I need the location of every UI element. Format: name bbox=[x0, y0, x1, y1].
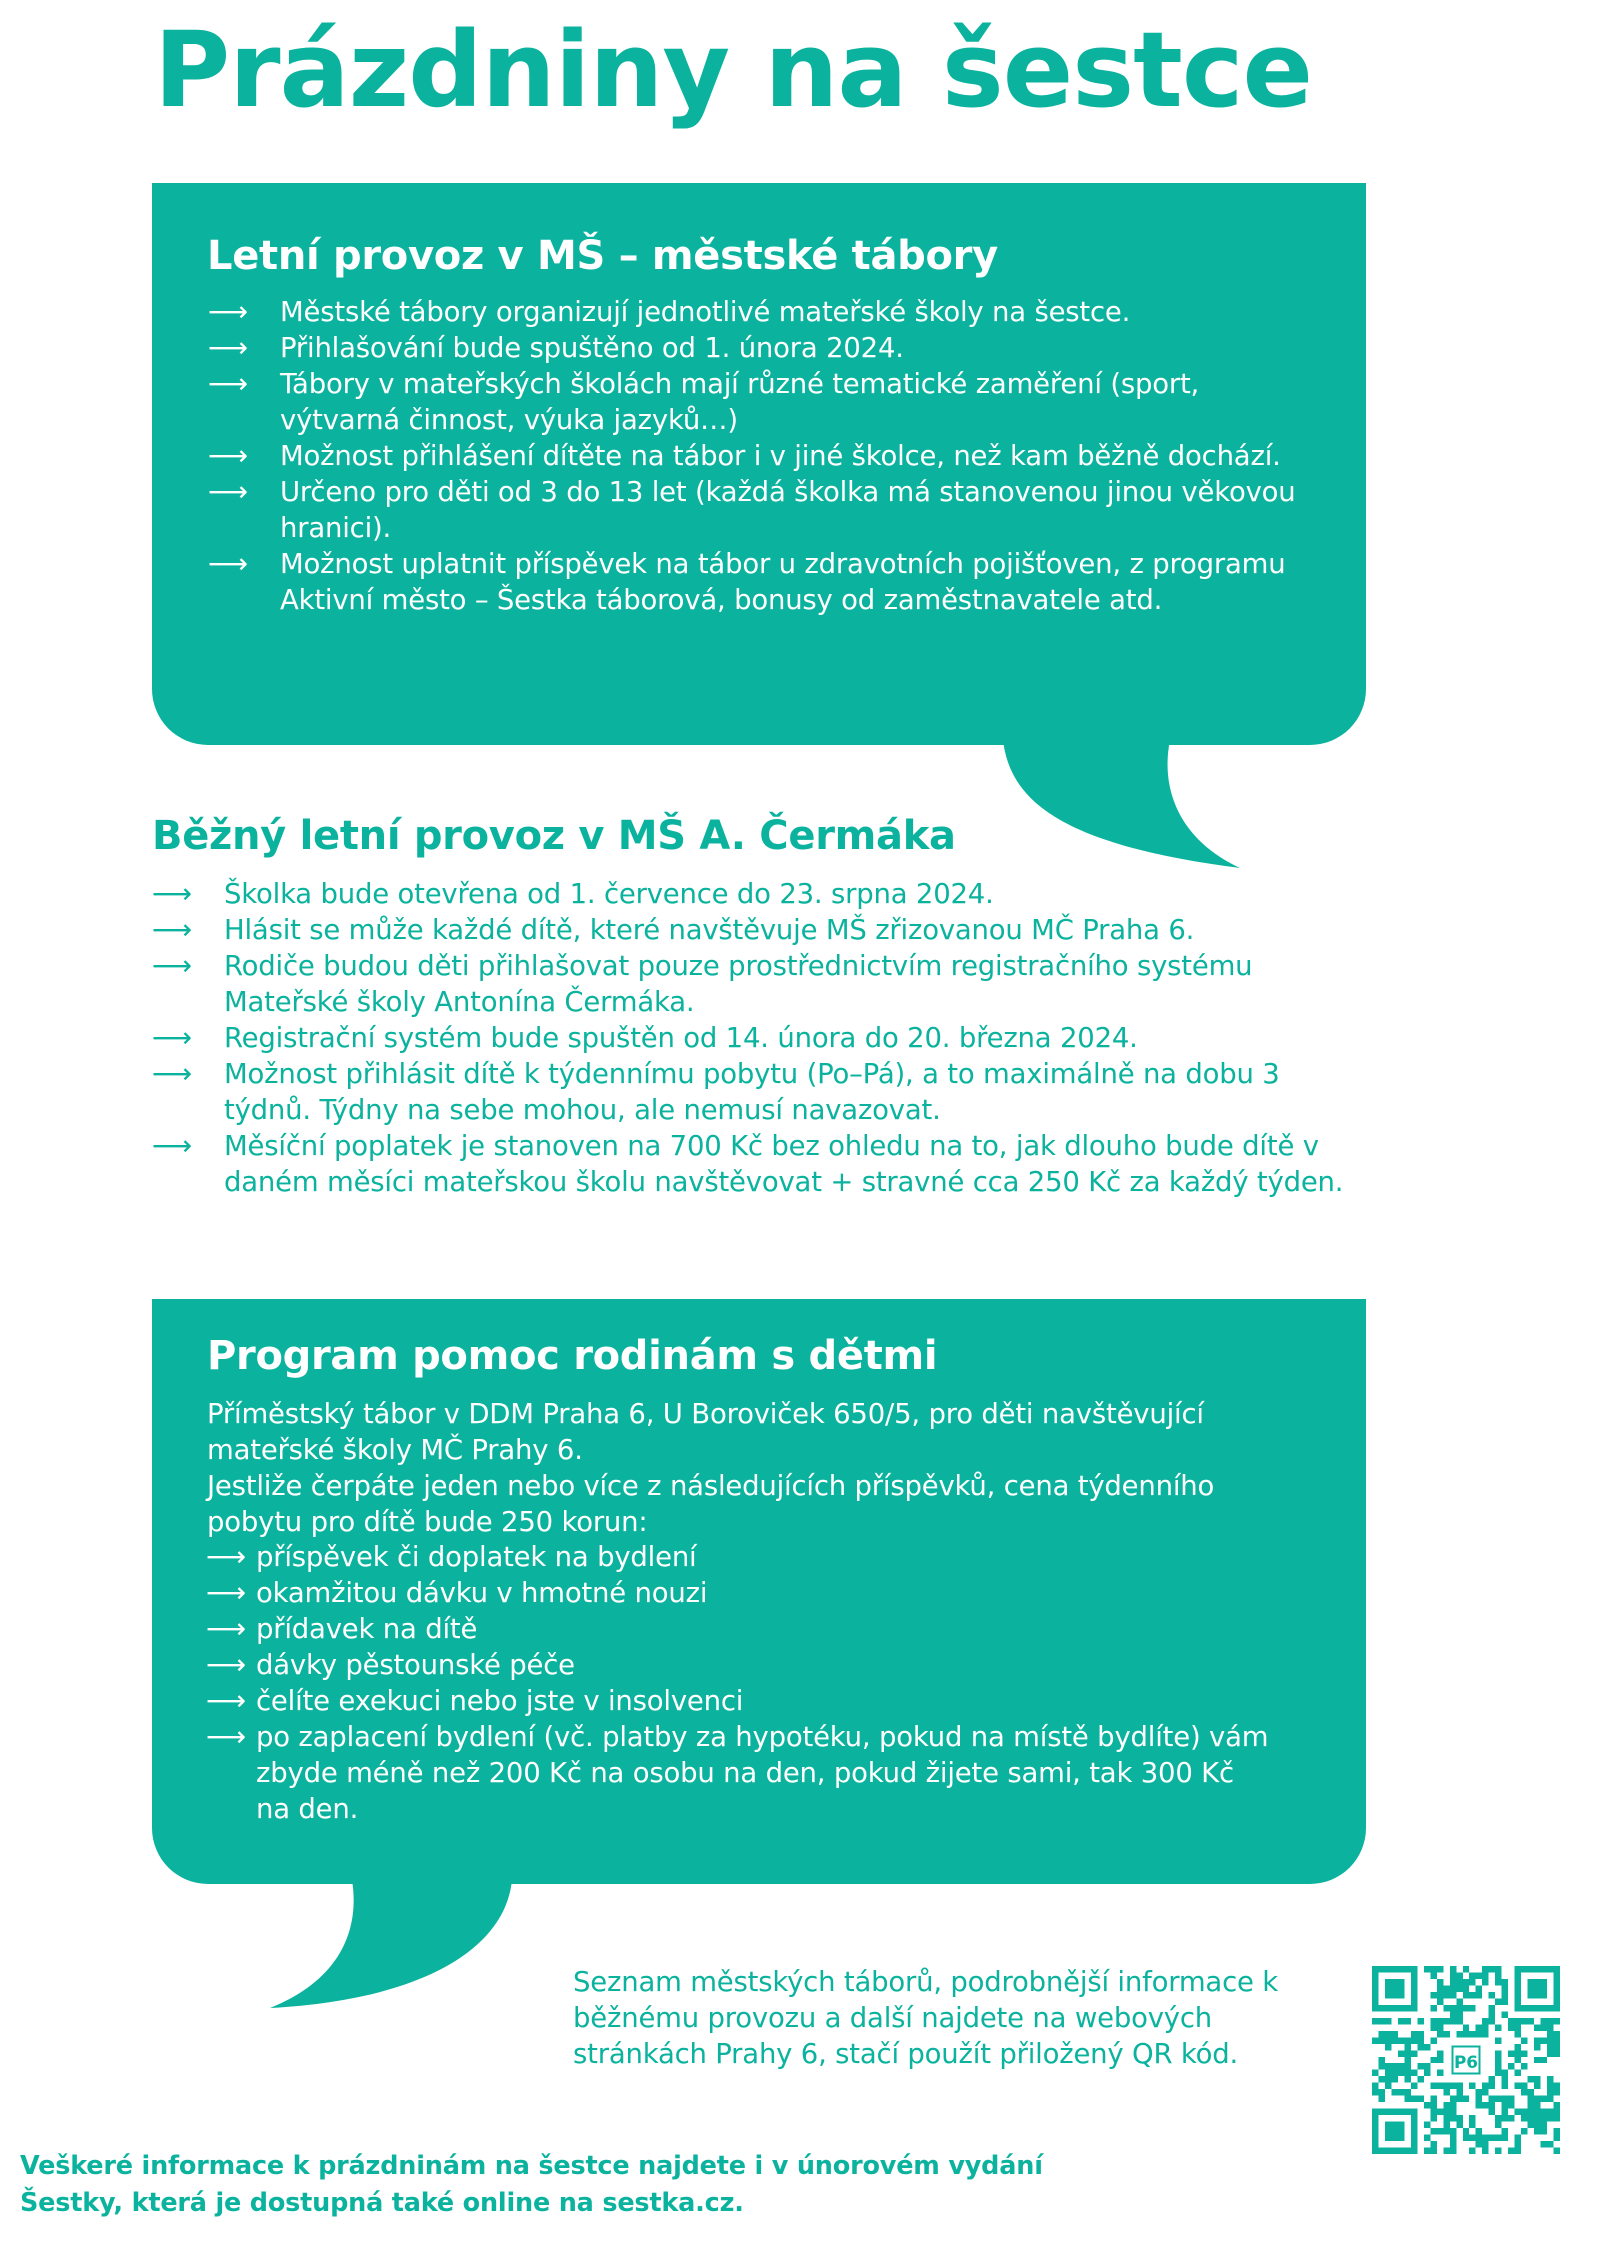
list-item: ⟶ Školka bude otevřena od 1. července do 23. srpna 2024. bbox=[152, 877, 994, 910]
summer-camps-list bbox=[208, 294, 1320, 618]
section-heading-family-program: Program pomoc rodinám s dětmi bbox=[207, 1333, 938, 1379]
section-heading-summer-camps: Letní provoz v MŠ – městské tábory bbox=[207, 233, 998, 279]
list-item: ⟶ po zaplacení bydlení (vč. platby za hypotéku, pokud na místě bydlíte) vám zbyde méně než 200 Kč na osobu na den, pokud žijete sami, tak 300 Kč na den. bbox=[206, 1720, 1269, 1825]
arrow-right-icon: ⟶ bbox=[152, 949, 192, 982]
page-title: Prázdniny na šestce bbox=[154, 9, 1313, 131]
list-item: ⟶ Měsíční poplatek je stanoven na 700 Kč bez ohledu na to, jak dlouho bude dítě v daném měsíci mateřskou školu navštěvovat + stravné cca 250 Kč za každý týden. bbox=[152, 1129, 1344, 1198]
list-item: ⟶ přídavek na dítě bbox=[206, 1612, 478, 1645]
arrow-right-icon: ⟶ bbox=[208, 367, 248, 400]
list-item: ⟶ Tábory v mateřských školách mají různé tematické zaměření (sport, výtvarná činnost, výuka jazyků…) bbox=[208, 367, 1200, 436]
list-item: ⟶ Možnost přihlášení dítěte na tábor i v jiné školce, než kam běžně dochází. bbox=[208, 439, 1281, 472]
list-item: ⟶ Hlásit se může každé dítě, které navštěvuje MŠ zřizovanou MČ Praha 6. bbox=[152, 913, 1195, 946]
bottom-info-text: Veškeré informace k prázdninám na šestce najdete i v únorovém vydání Šestky, která je dostupná také online na sestka.cz. bbox=[20, 2151, 1043, 2218]
arrow-right-icon: ⟶ bbox=[206, 1576, 246, 1609]
arrow-right-icon: ⟶ bbox=[152, 1021, 192, 1054]
arrow-right-icon: ⟶ bbox=[206, 1540, 246, 1573]
list-item: ⟶ Rodiče budou děti přihlašovat pouze prostřednictvím registračního systému Mateřské školy Antonína Čermáka. bbox=[152, 949, 1253, 1018]
arrow-right-icon: ⟶ bbox=[208, 295, 248, 328]
arrow-right-icon: ⟶ bbox=[206, 1612, 246, 1645]
arrow-right-icon: ⟶ bbox=[208, 547, 248, 580]
qr-info-text: Seznam městských táborů, podrobnější informace k běžnému provozu a další najdete na webových stránkách Prahy 6, stačí použít přiložený QR kód. bbox=[573, 1966, 1278, 2070]
arrow-right-icon: ⟶ bbox=[152, 1057, 192, 1090]
list-item: ⟶ Přihlašování bude spuštěno od 1. února 2024. bbox=[208, 331, 904, 364]
regular-operation-list bbox=[152, 876, 1354, 1200]
list-item: ⟶ Možnost přihlásit dítě k týdennímu pobytu (Po–Pá), a to maximálně na dobu 3 týdnů. Týdny na sebe mohou, ale nemusí navazovat. bbox=[152, 1057, 1280, 1126]
list-item: ⟶ čelíte exekuci nebo jste v insolvenci bbox=[206, 1684, 744, 1717]
arrow-right-icon: ⟶ bbox=[206, 1684, 246, 1717]
list-item: ⟶ okamžitou dávku v hmotné nouzi bbox=[206, 1576, 708, 1609]
list-item: ⟶ Registrační systém bude spuštěn od 14. února do 20. března 2024. bbox=[152, 1021, 1138, 1054]
arrow-right-icon: ⟶ bbox=[206, 1720, 246, 1753]
arrow-right-icon: ⟶ bbox=[206, 1648, 246, 1681]
arrow-right-icon: ⟶ bbox=[152, 877, 192, 910]
family-program-intro-price: Jestliže čerpáte jeden nebo více z následujících příspěvků, cena týdenního pobytu pro dítě bude 250 korun: bbox=[207, 1470, 1215, 1538]
list-item: ⟶ Městské tábory organizují jednotlivé mateřské školy na šestce. bbox=[208, 295, 1131, 328]
family-program-list bbox=[206, 1539, 1276, 1827]
arrow-right-icon: ⟶ bbox=[208, 475, 248, 508]
list-item: ⟶ Možnost uplatnit příspěvek na tábor u zdravotních pojišťoven, z programu Aktivní město – Šestka táborová, bonusy od zaměstnavatele atd. bbox=[208, 547, 1286, 616]
family-program-intro-camp: Příměstský tábor v DDM Praha 6, U Boroviček 650/5, pro děti navštěvující mateřské školy MČ Prahy 6. bbox=[207, 1398, 1204, 1466]
qr-code-image[interactable] bbox=[1372, 1966, 1560, 2154]
list-item: ⟶ příspěvek či doplatek na bydlení bbox=[206, 1540, 697, 1573]
list-item: ⟶ dávky pěstounské péče bbox=[206, 1648, 575, 1681]
arrow-right-icon: ⟶ bbox=[152, 1129, 192, 1162]
section-heading-regular-operation: Běžný letní provoz v MŠ A. Čermáka bbox=[152, 813, 956, 859]
arrow-right-icon: ⟶ bbox=[208, 331, 248, 364]
arrow-right-icon: ⟶ bbox=[152, 913, 192, 946]
arrow-right-icon: ⟶ bbox=[208, 439, 248, 472]
qr-logo-text: P6 bbox=[1453, 2051, 1479, 2072]
list-item: ⟶ Určeno pro děti od 3 do 13 let (každá školka má stanovenou jinou věkovou hranici). bbox=[208, 475, 1296, 544]
